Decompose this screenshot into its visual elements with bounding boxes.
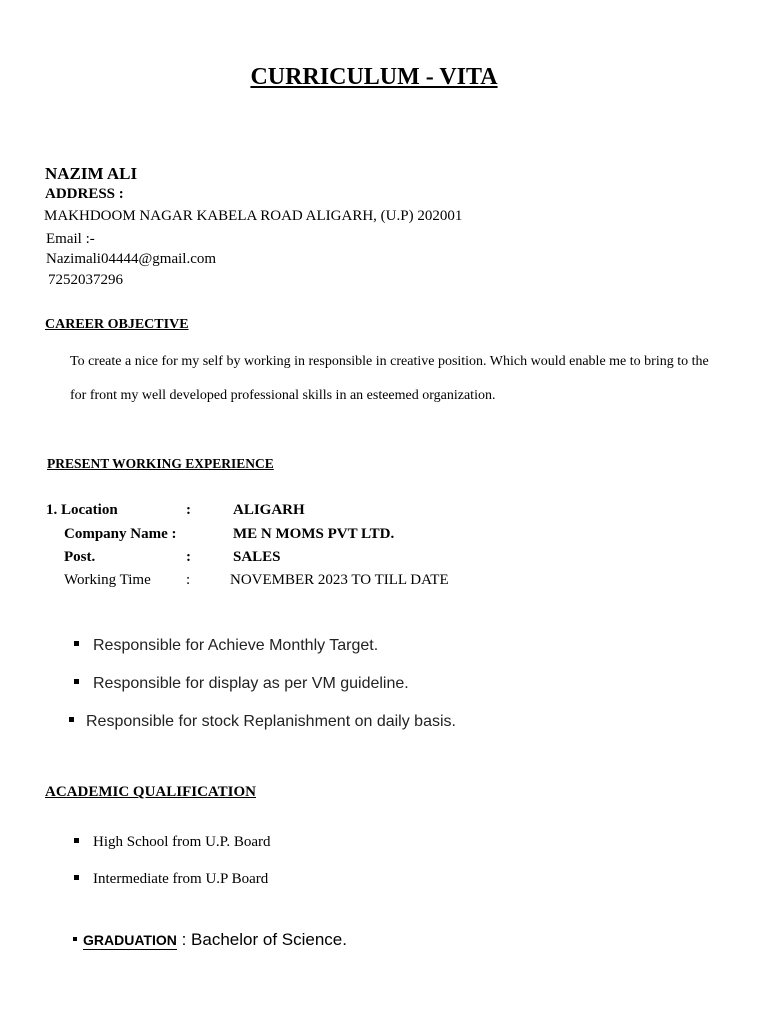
email-text: Nazimali04444@gmail.com — [46, 251, 217, 267]
graduation-value: Bachelor of Science. — [191, 930, 347, 949]
career-objective-heading: CAREER OBJECTIVE — [45, 317, 189, 332]
working-time-label: Working Time — [64, 572, 151, 588]
location-sep: : — [186, 502, 191, 518]
bullet-icon — [74, 641, 79, 646]
bullet-icon — [73, 937, 77, 941]
page-title: CURRICULUM - VITA — [250, 64, 498, 90]
responsibility-item: Responsible for Achieve Monthly Target. — [74, 637, 378, 655]
location-value: ALIGARH — [233, 502, 305, 518]
bullet-icon — [69, 717, 74, 722]
academic-item: High School from U.P. Board — [74, 834, 271, 851]
phone-text: 7252037296 — [48, 272, 123, 288]
post-value: SALES — [233, 549, 281, 565]
academic-heading: ACADEMIC QUALIFICATION — [45, 784, 256, 800]
experience-row-location — [46, 502, 118, 519]
academic-item: Intermediate from U.P Board — [74, 871, 268, 888]
graduation-sep: : — [181, 930, 187, 949]
address-label: ADDRESS : — [45, 186, 124, 202]
bullet-icon — [74, 838, 79, 843]
graduation-item — [73, 930, 347, 950]
career-objective-text: To create a nice for my self by working in responsible in creative position. Which would enable me to bring to the for front my well developed professional skills in an esteemed organization. — [70, 354, 709, 403]
company-label: Company Name : — [64, 526, 177, 542]
graduation-label: GRADUATION — [83, 932, 177, 948]
responsibility-item: Responsible for display as per VM guideline. — [74, 675, 409, 693]
address-text: MAKHDOOM NAGAR KABELA ROAD ALIGARH, (U.P) 202001 — [44, 208, 463, 224]
working-time-sep: : — [186, 572, 191, 588]
experience-heading: PRESENT WORKING EXPERIENCE — [47, 456, 274, 471]
bullet-icon — [74, 875, 79, 880]
email-label: Email :- — [46, 231, 95, 247]
working-time-value: NOVEMBER 2023 TO TILL DATE — [230, 572, 449, 588]
post-sep: : — [186, 549, 191, 565]
candidate-name: NAZIM ALI — [45, 164, 138, 183]
post-label: Post. — [64, 549, 96, 565]
responsibility-item: Responsible for stock Replanishment on daily basis. — [69, 713, 456, 731]
bullet-icon — [74, 679, 79, 684]
location-label: 1. Location — [46, 502, 118, 518]
company-value: ME N MOMS PVT LTD. — [233, 526, 395, 542]
